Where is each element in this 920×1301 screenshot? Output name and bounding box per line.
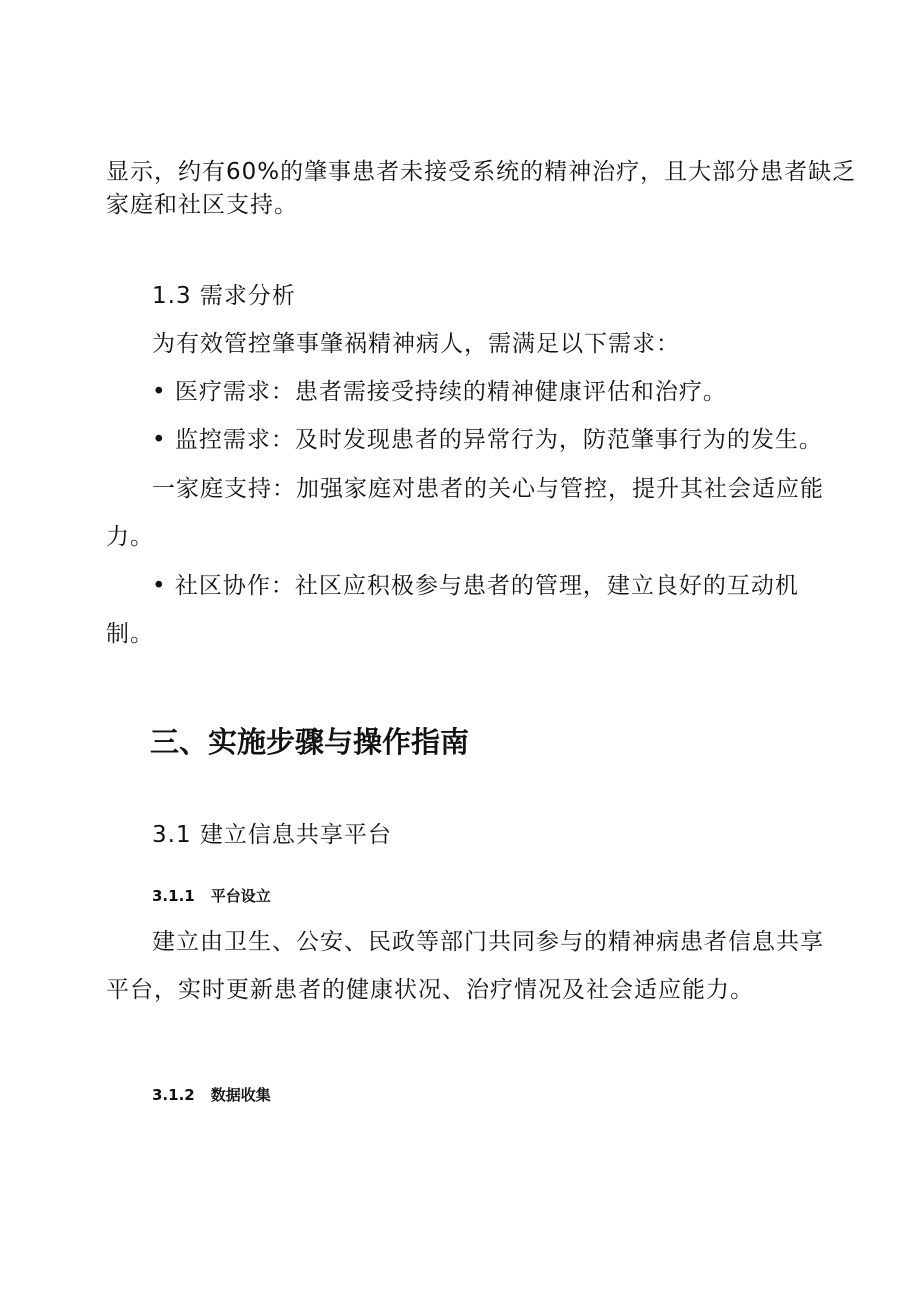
subsection-heading-3-1-1 [152, 886, 271, 906]
subsection-number: 3.1.1 [152, 887, 195, 905]
list-item-community-line-1: • 社区协作：社区应积极参与患者的管理，建立良好的互动机 [152, 573, 799, 599]
section-1-3-lead: 为有效管控肇事肇祸精神病人，需满足以下需求： [152, 331, 680, 357]
list-item-monitoring: • 监控需求：及时发现患者的异常行为，防范肇事行为的发生。 [152, 427, 823, 453]
section-heading-1-3: 1.3 需求分析 [152, 283, 296, 309]
subsection-title: 数据收集 [210, 1086, 271, 1104]
subsection-title: 平台设立 [210, 887, 271, 905]
list-item-community-line-2: 制。 [106, 621, 154, 647]
intro-line-2: 家庭和社区支持。 [106, 192, 298, 218]
section-heading-3-1: 3.1 建立信息共享平台 [152, 822, 392, 848]
section-3-1-1-para-line-2: 平台，实时更新患者的健康状况、治疗情况及社会适应能力。 [106, 977, 754, 1003]
intro-line-1: 显示，约有60%的肇事患者未接受系统的精神治疗，且大部分患者缺乏 [106, 159, 857, 185]
subsection-number: 3.1.2 [152, 1086, 195, 1104]
section-3-1-1-para-line-1: 建立由卫生、公安、民政等部门共同参与的精神病患者信息共享 [152, 929, 824, 955]
list-item-family-line-1: 一家庭支持：加强家庭对患者的关心与管控，提升其社会适应能 [152, 476, 824, 502]
list-item-family-line-2: 力。 [106, 524, 154, 550]
chapter-heading-3: 三、实施步骤与操作指南 [150, 725, 470, 759]
list-item-medical: • 医疗需求：患者需接受持续的精神健康评估和治疗。 [152, 379, 727, 405]
subsection-heading-3-1-2 [152, 1085, 271, 1105]
